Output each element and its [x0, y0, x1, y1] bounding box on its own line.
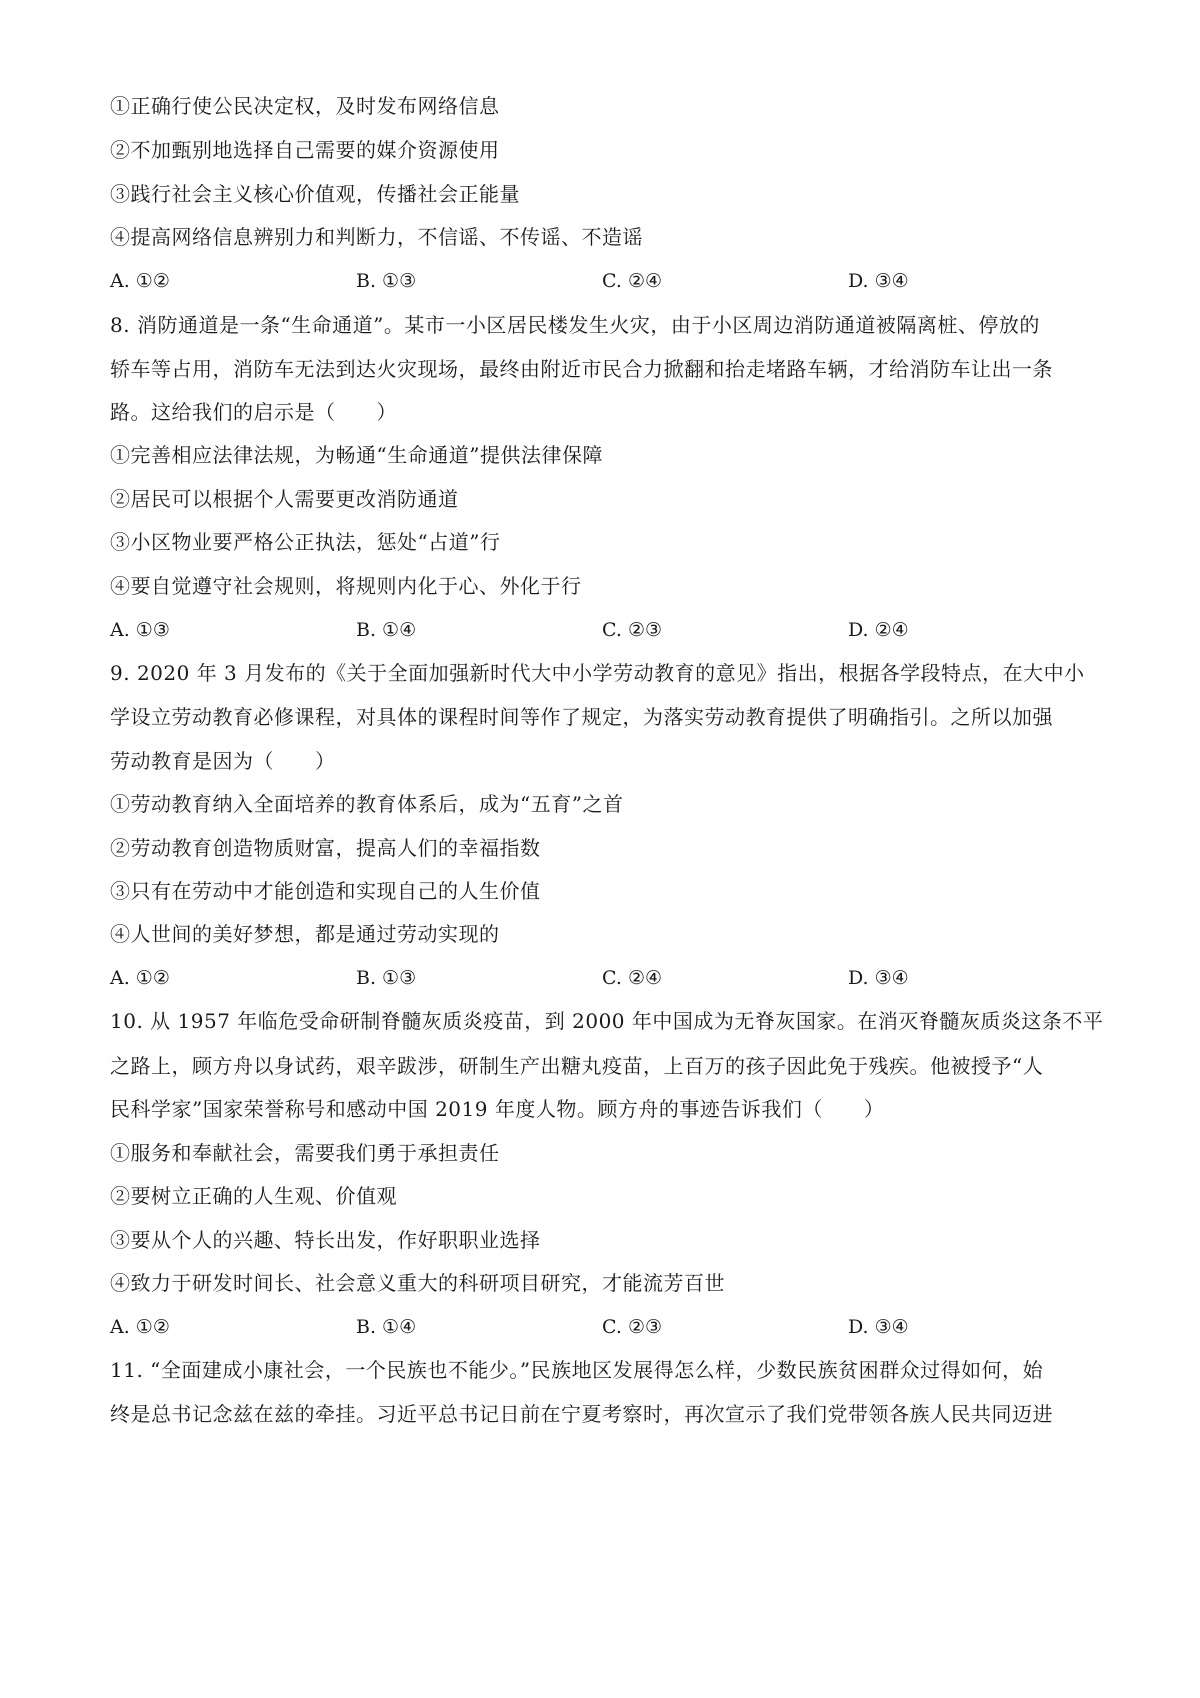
q7-statement-2: ②不加甄别地选择自己需要的媒介资源使用 [110, 138, 500, 162]
q7-statement-4: ④提高网络信息辨别力和判断力，不信谣、不传谣、不造谣 [110, 225, 643, 249]
q9-option-a[interactable]: A. ①② [110, 967, 170, 989]
q9-stem-line-2: 学设立劳动教育必修课程，对具体的课程时间等作了规定，为落实劳动教育提供了明确指引。之所以加强 [110, 705, 1053, 729]
q10-option-a[interactable]: A. ①② [110, 1316, 170, 1338]
q9-stem-line-3: 劳动教育是因为（ ） [110, 749, 336, 773]
q8-statement-3: ③小区物业要严格公正执法，惩处“占道”行 [110, 530, 501, 554]
q8-option-a[interactable]: A. ①③ [110, 619, 170, 641]
q8-statement-2: ②居民可以根据个人需要更改消防通道 [110, 487, 459, 511]
q9-option-b[interactable]: B. ①③ [356, 967, 417, 989]
q8-option-b[interactable]: B. ①④ [356, 619, 417, 641]
q7-statement-1: ①正确行使公民决定权，及时发布网络信息 [110, 94, 500, 118]
q11-stem-line-2: 终是总书记念兹在兹的牵挂。习近平总书记日前在宁夏考察时，再次宣示了我们党带领各族人民共同迈进 [110, 1402, 1053, 1426]
q9-stem-line-1: 9. 2020 年 3 月发布的《关于全面加强新时代大中小学劳动教育的意见》指出，根据各学段特点，在大中小 [110, 661, 1085, 685]
q10-option-c[interactable]: C. ②③ [602, 1316, 663, 1338]
q10-options [110, 1313, 1100, 1341]
q9-statement-4: ④人世间的美好梦想，都是通过劳动实现的 [110, 922, 500, 946]
q9-statement-3: ③只有在劳动中才能创造和实现自己的人生价值 [110, 879, 541, 903]
q8-option-c[interactable]: C. ②③ [602, 619, 663, 641]
q9-statement-2: ②劳动教育创造物质财富，提高人们的幸福指数 [110, 836, 541, 860]
q10-option-d[interactable]: D. ③④ [848, 1316, 909, 1338]
q9-options [110, 964, 1100, 992]
q10-statement-2: ②要树立正确的人生观、价值观 [110, 1184, 397, 1208]
q7-statement-3: ③践行社会主义核心价值观，传播社会正能量 [110, 182, 520, 206]
q8-statement-4: ④要自觉遵守社会规则，将规则内化于心、外化于行 [110, 574, 582, 598]
q10-option-b[interactable]: B. ①④ [356, 1316, 417, 1338]
q8-stem-line-3: 路。这给我们的启示是（ ） [110, 400, 397, 424]
q7-option-a[interactable]: A. ①② [110, 270, 170, 292]
q9-option-c[interactable]: C. ②④ [602, 967, 663, 989]
q10-statement-3: ③要从个人的兴趣、特长出发，作好职职业选择 [110, 1228, 541, 1252]
q7-option-c[interactable]: C. ②④ [602, 270, 663, 292]
q10-stem-line-2: 之路上，顾方舟以身试药，艰辛跋涉，研制生产出糖丸疫苗，上百万的孩子因此免于残疾。他被授予“人 [110, 1054, 1044, 1078]
q7-options [110, 267, 1100, 295]
q10-stem-line-1: 10. 从 1957 年临危受命研制脊髓灰质炎疫苗，到 2000 年中国成为无脊灰国家。在消灭脊髓灰质炎这条不平 [110, 1009, 1104, 1033]
q8-options [110, 616, 1100, 644]
q8-option-d[interactable]: D. ②④ [848, 619, 909, 641]
q11-stem-line-1: 11. “全面建成小康社会，一个民族也不能少。”民族地区发展得怎么样，少数民族贫困群众过得如何，始 [110, 1358, 1044, 1382]
q8-stem-line-1: 8. 消防通道是一条“生命通道”。某市一小区居民楼发生火灾，由于小区周边消防通道被隔离桩、停放的 [110, 313, 1040, 337]
q7-option-b[interactable]: B. ①③ [356, 270, 417, 292]
q9-statement-1: ①劳动教育纳入全面培养的教育体系后，成为“五育”之首 [110, 792, 624, 816]
q10-stem-line-3: 民科学家”国家荣誉称号和感动中国 2019 年度人物。顾方舟的事迹告诉我们（ ） [110, 1097, 885, 1121]
q10-statement-4: ④致力于研发时间长、社会意义重大的科研项目研究，才能流芳百世 [110, 1271, 725, 1295]
q9-option-d[interactable]: D. ③④ [848, 967, 909, 989]
q8-stem-line-2: 轿车等占用，消防车无法到达火灾现场，最终由附近市民合力掀翻和抬走堵路车辆，才给消防车让出一条 [110, 357, 1053, 381]
q10-statement-1: ①服务和奉献社会，需要我们勇于承担责任 [110, 1141, 500, 1165]
q7-option-d[interactable]: D. ③④ [848, 270, 909, 292]
q8-statement-1: ①完善相应法律法规，为畅通“生命通道”提供法律保障 [110, 443, 603, 467]
